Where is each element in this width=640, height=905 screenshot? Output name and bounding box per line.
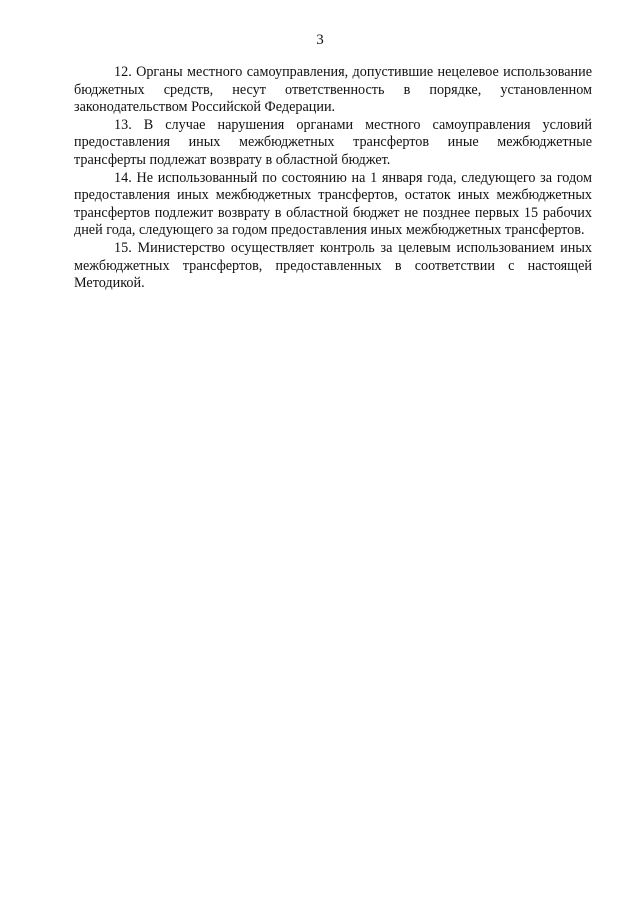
paragraph-15: 15. Министерство осуществляет контроль за целевым использованием иных межбюджетных трансфертов, предоставленных в соответствии с настоящей Методикой. (74, 239, 592, 292)
paragraph-12: 12. Органы местного самоуправления, допустившие нецелевое использование бюджетных средств, несут ответственность в порядке, установленном законодательством Российской Федерации. (74, 64, 592, 116)
page-number: 3 (316, 32, 324, 48)
paragraph-14: 14. Не использованный по состоянию на 1 января года, следующего за годом предоставления иных межбюджетных трансфертов, остаток иных межбюджетных трансфертов подлежит возврату в областной бюджет не позднее первых 15 рабочих дней года, следующего за годом предоставления иных межбюджетных трансфертов. (74, 169, 592, 239)
document-body (74, 64, 592, 293)
paragraph-13: 13. В случае нарушения органами местного самоуправления условий предоставления иных межбюджетных трансфертов иные межбюджетные трансферты подлежат возврату в областной бюджет. (74, 116, 592, 168)
